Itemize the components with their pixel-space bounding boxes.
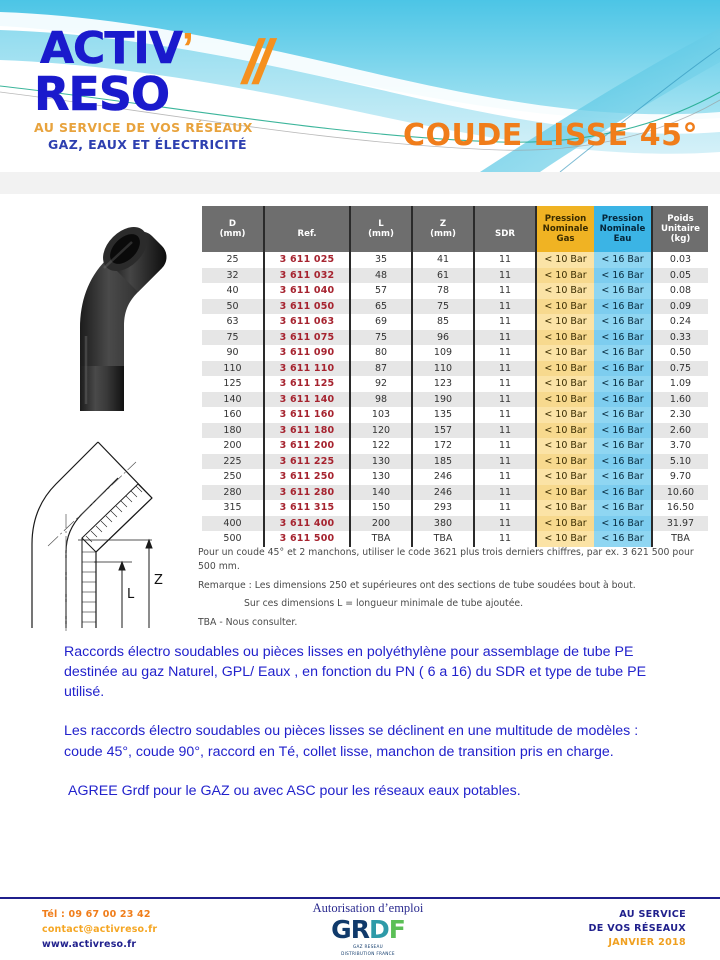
- cell-pression-gas: < 10 Bar: [536, 423, 594, 439]
- cell-poids: 16.50: [666, 502, 695, 514]
- cell-l: 122: [371, 440, 391, 452]
- cell-z: 123: [412, 376, 474, 392]
- cell-l: 150: [371, 502, 391, 514]
- footer-slogan-line2: DE VOS RÉSEAUX: [588, 923, 686, 934]
- col-header-pression-eau: Pression Nominale Eau: [594, 206, 652, 252]
- grdf-letter-r: R: [350, 915, 369, 944]
- logo-text-activ: ACTIV: [40, 23, 182, 74]
- cell-sdr: 11: [498, 254, 512, 266]
- cell-ref: 3 611 090: [264, 345, 350, 361]
- grdf-logo: [288, 917, 448, 942]
- cell-z: 75: [412, 299, 474, 315]
- cell-z: 157: [412, 423, 474, 439]
- cell-sdr: 11: [474, 268, 536, 284]
- cell-pression-gas: < 10 Bar: [536, 330, 594, 346]
- cell-l: 35: [374, 254, 388, 266]
- cell-l: 103: [371, 409, 391, 421]
- cell-l: 87: [350, 361, 412, 377]
- cell-sdr: 11: [474, 454, 536, 470]
- cell-ref: 3 611 110: [264, 361, 350, 377]
- cell-ref: 3 611 280: [264, 485, 350, 501]
- footer-slogan-line1: AU SERVICE: [619, 909, 686, 920]
- cell-z: TBA: [412, 531, 474, 547]
- cell-sdr: 11: [498, 409, 512, 421]
- cell-d: 400: [202, 516, 264, 532]
- cell-poids: 3.70: [669, 440, 692, 452]
- table-row: [202, 283, 708, 299]
- logo-text-reso: RESO: [34, 67, 170, 121]
- cell-pression-gas: < 10 Bar: [536, 283, 594, 299]
- cell-d: 315: [223, 502, 242, 514]
- cell-sdr: 11: [474, 361, 536, 377]
- cell-ref: 3 611 025: [264, 252, 350, 268]
- cell-poids: 0.03: [669, 254, 692, 266]
- cell-ref: 3 611 200: [264, 438, 350, 454]
- technical-drawing-45-elbow: [18, 416, 203, 631]
- footer-website[interactable]: www.activreso.fr: [42, 939, 137, 950]
- cell-ref: 3 611 075: [264, 330, 350, 346]
- cell-d: 200: [223, 440, 242, 452]
- grdf-subtitle-line1: GAZ RESEAU: [352, 944, 384, 949]
- cell-z: 246: [412, 469, 474, 485]
- table-row: [202, 345, 708, 361]
- cell-l: 80: [374, 347, 388, 359]
- cell-ref: 3 611 050: [264, 299, 350, 315]
- cell-d: 50: [202, 299, 264, 315]
- cell-ref: 3 611 180: [264, 423, 350, 439]
- table-row: [202, 454, 708, 470]
- footer-contact: [42, 909, 157, 950]
- cell-pression-eau: < 16 Bar: [594, 345, 652, 361]
- cell-pression-eau: < 16 Bar: [594, 330, 652, 346]
- cell-l: 69: [374, 316, 388, 328]
- cell-poids: 1.09: [669, 378, 692, 390]
- table-row: [202, 299, 708, 315]
- table-row: [202, 469, 708, 485]
- cell-z: 78: [412, 283, 474, 299]
- cell-poids: TBA: [671, 533, 690, 545]
- cell-pression-gas: < 10 Bar: [536, 314, 594, 330]
- cell-pression-gas: < 10 Bar: [536, 299, 594, 315]
- cell-z: 96: [412, 330, 474, 346]
- cell-pression-eau: < 16 Bar: [594, 531, 652, 547]
- cell-z: 135: [412, 407, 474, 423]
- logo-tagline-secondary: GAZ, EAUX ET ÉLECTRICITÉ: [48, 137, 247, 153]
- cell-d: 500: [223, 533, 242, 545]
- drawing-label-z: Z: [154, 573, 163, 588]
- cell-z: 185: [412, 454, 474, 470]
- footer-phone: Tél : 09 67 00 23 42: [42, 909, 151, 920]
- cell-l: 92: [374, 378, 388, 390]
- cell-sdr: 11: [474, 330, 536, 346]
- cell-l: 130: [371, 471, 391, 483]
- cell-pression-eau: < 16 Bar: [594, 268, 652, 284]
- logo-tagline-primary: AU SERVICE DE VOS RÉSEAUX: [34, 120, 253, 136]
- cell-sdr: 11: [474, 423, 536, 439]
- cell-pression-eau: < 16 Bar: [594, 485, 652, 501]
- cell-ref: 3 611 400: [264, 516, 350, 532]
- cell-sdr: 11: [498, 316, 512, 328]
- table-notes: [198, 546, 713, 634]
- cell-l: 65: [350, 299, 412, 315]
- cell-pression-eau: < 16 Bar: [594, 283, 652, 299]
- cell-pression-eau: < 16 Bar: [594, 423, 652, 439]
- product-photo-elbow: [12, 216, 202, 411]
- cell-sdr: 11: [474, 299, 536, 315]
- cell-ref: 3 611 140: [264, 392, 350, 408]
- col-header-z: Z (mm): [412, 206, 474, 252]
- cell-l: 48: [350, 268, 412, 284]
- cell-pression-gas: < 10 Bar: [536, 252, 594, 268]
- cell-ref: 3 611 160: [264, 407, 350, 423]
- cell-pression-eau: < 16 Bar: [594, 392, 652, 408]
- cell-sdr: 11: [498, 471, 512, 483]
- grdf-letter-d: D: [368, 915, 389, 944]
- footer-email[interactable]: contact@activreso.fr: [42, 924, 158, 935]
- drawing-label-l: L: [127, 587, 135, 602]
- cell-ref: 3 611 063: [264, 314, 350, 330]
- cell-d: 180: [202, 423, 264, 439]
- note-line-1: Pour un coude 45° et 2 manchons, utiliser le code 3621 plus trois derniers chiffres, par ex. 3 621 500 pour 500 mm.: [198, 547, 694, 573]
- cell-d: 40: [226, 285, 239, 297]
- cell-l: 75: [350, 330, 412, 346]
- cell-poids: 0.08: [669, 285, 692, 297]
- spec-table-container: [202, 206, 708, 547]
- table-row: [202, 330, 708, 346]
- cell-poids: 0.09: [652, 299, 708, 315]
- footer-slogan: [589, 909, 686, 948]
- description-paragraph-2: Les raccords électro soudables ou pièces lisses se déclinent en une multitude de modèles : coude 45°, coude 90°, raccord en Té, collet lisse, manchon de transition pris en charge.: [64, 723, 639, 760]
- col-header-d: D (mm): [202, 206, 264, 252]
- cell-poids: 1.60: [652, 392, 708, 408]
- cell-pression-gas: < 10 Bar: [536, 500, 594, 516]
- cell-z: 109: [412, 345, 474, 361]
- cell-poids: 0.33: [652, 330, 708, 346]
- cell-poids: 10.60: [652, 485, 708, 501]
- footer-grdf-block: [288, 901, 448, 960]
- cell-ref: 3 611 500: [264, 531, 350, 547]
- cell-l: 130: [350, 454, 412, 470]
- cell-pression-eau: < 16 Bar: [594, 500, 652, 516]
- cell-pression-eau: < 16 Bar: [594, 361, 652, 377]
- table-row: [202, 268, 708, 284]
- cell-z: 293: [412, 500, 474, 516]
- footer-authorization-label: Autorisation d’emploi: [312, 901, 424, 915]
- table-row: [202, 314, 708, 330]
- col-header-l: L (mm): [350, 206, 412, 252]
- cell-z: 172: [412, 438, 474, 454]
- table-row: [202, 423, 708, 439]
- cell-d: 63: [226, 316, 239, 328]
- cell-l: 120: [350, 423, 412, 439]
- cell-pression-eau: < 16 Bar: [594, 314, 652, 330]
- cell-d: 125: [223, 378, 242, 390]
- cell-poids: 5.10: [652, 454, 708, 470]
- table-row: [202, 531, 708, 547]
- cell-l: 98: [350, 392, 412, 408]
- cell-sdr: 11: [498, 285, 512, 297]
- note-line-4: TBA - Nous consulter.: [198, 616, 298, 628]
- cell-d: 250: [223, 471, 242, 483]
- col-header-sdr: SDR: [474, 206, 536, 252]
- cell-pression-gas: < 10 Bar: [536, 531, 594, 547]
- footer-date: JANVIER 2018: [608, 937, 686, 948]
- cell-ref: 3 611 315: [264, 500, 350, 516]
- table-row: [202, 361, 708, 377]
- cell-pression-eau: < 16 Bar: [594, 469, 652, 485]
- cell-poids: 2.60: [652, 423, 708, 439]
- company-logo: [34, 23, 274, 153]
- cell-ref: 3 611 032: [264, 268, 350, 284]
- description-paragraph-3: AGREE Grdf pour le GAZ ou avec ASC pour les réseaux eaux potables.: [68, 782, 521, 799]
- cell-sdr: 11: [498, 533, 512, 545]
- cell-pression-gas: < 10 Bar: [536, 392, 594, 408]
- table-row: [202, 392, 708, 408]
- cell-pression-gas: < 10 Bar: [536, 268, 594, 284]
- note-line-2: Remarque : Les dimensions 250 et supérieures ont des sections de tube soudées bout à bout.: [198, 579, 636, 591]
- cell-d: 140: [202, 392, 264, 408]
- cell-d: 75: [202, 330, 264, 346]
- cell-pression-eau: < 16 Bar: [594, 376, 652, 392]
- cell-poids: 31.97: [652, 516, 708, 532]
- cell-z: 246: [412, 485, 474, 501]
- cell-pression-gas: < 10 Bar: [536, 454, 594, 470]
- note-line-3: Sur ces dimensions L = longueur minimale de tube ajoutée.: [244, 598, 524, 610]
- grdf-letter-f: F: [388, 915, 405, 944]
- cell-z: 190: [412, 392, 474, 408]
- cell-pression-gas: < 10 Bar: [536, 469, 594, 485]
- cell-pression-eau: < 16 Bar: [594, 252, 652, 268]
- cell-pression-eau: < 16 Bar: [594, 516, 652, 532]
- cell-l: 140: [350, 485, 412, 501]
- table-row: [202, 438, 708, 454]
- cell-poids: 9.70: [669, 471, 692, 483]
- cell-pression-gas: < 10 Bar: [536, 407, 594, 423]
- grdf-letter-g: G: [331, 915, 351, 944]
- cell-d: 32: [202, 268, 264, 284]
- cell-l: 200: [350, 516, 412, 532]
- cell-ref: 3 611 040: [264, 283, 350, 299]
- cell-sdr: 11: [498, 502, 512, 514]
- cell-pression-eau: < 16 Bar: [594, 438, 652, 454]
- col-header-ref: Ref.: [264, 206, 350, 252]
- cell-pression-gas: < 10 Bar: [536, 438, 594, 454]
- cell-sdr: 11: [498, 378, 512, 390]
- cell-sdr: 11: [474, 516, 536, 532]
- cell-sdr: 11: [498, 347, 512, 359]
- logo-slashes-icon: //: [236, 28, 274, 97]
- table-row: [202, 516, 708, 532]
- cell-pression-gas: < 10 Bar: [536, 376, 594, 392]
- cell-d: 110: [202, 361, 264, 377]
- cell-z: 61: [412, 268, 474, 284]
- description-paragraph-1: Raccords électro soudables ou pièces lisses en polyéthylène pour assemblage de tube PE destinée au gaz Naturel, GPL/ Eaux , en fonction du PN ( 6 a 16) du SDR et type de tube PE utilisé.: [64, 644, 647, 701]
- col-header-poids: Poids Unitaire (kg): [652, 206, 708, 252]
- cell-l: 57: [374, 285, 388, 297]
- col-header-pression-gas: Pression Nominale Gas: [536, 206, 594, 252]
- cell-pression-gas: < 10 Bar: [536, 516, 594, 532]
- table-row: [202, 252, 708, 268]
- table-header-row: [202, 206, 708, 252]
- cell-poids: 0.05: [652, 268, 708, 284]
- cell-sdr: 11: [498, 440, 512, 452]
- cell-pression-gas: < 10 Bar: [536, 345, 594, 361]
- cell-pression-eau: < 16 Bar: [594, 299, 652, 315]
- cell-ref: 3 611 225: [264, 454, 350, 470]
- cell-z: 41: [412, 252, 474, 268]
- table-row: [202, 485, 708, 501]
- cell-d: 160: [223, 409, 242, 421]
- cell-poids: 0.24: [669, 316, 692, 328]
- table-body: [202, 252, 708, 547]
- cell-ref: 3 611 125: [264, 376, 350, 392]
- specifications-table: [202, 206, 708, 547]
- cell-z: 85: [412, 314, 474, 330]
- cell-l: TBA: [371, 533, 391, 545]
- cell-pression-eau: < 16 Bar: [594, 454, 652, 470]
- cell-sdr: 11: [474, 392, 536, 408]
- cell-z: 110: [412, 361, 474, 377]
- cell-pression-gas: < 10 Bar: [536, 485, 594, 501]
- cell-z: 380: [412, 516, 474, 532]
- cell-sdr: 11: [474, 485, 536, 501]
- cell-poids: 0.75: [652, 361, 708, 377]
- table-row: [202, 407, 708, 423]
- table-row: [202, 500, 708, 516]
- cell-d: 25: [226, 254, 239, 266]
- content-area: [0, 194, 720, 664]
- cell-d: 225: [202, 454, 264, 470]
- table-row: [202, 376, 708, 392]
- cell-d: 90: [226, 347, 239, 359]
- cell-pression-gas: < 10 Bar: [536, 361, 594, 377]
- cell-ref: 3 611 250: [264, 469, 350, 485]
- page-footer: [0, 899, 720, 960]
- cell-poids: 0.50: [669, 347, 692, 359]
- cell-poids: 2.30: [669, 409, 692, 421]
- grdf-subtitle-line2: DISTRIBUTION FRANCE: [341, 951, 395, 957]
- page-title: COUDE LISSE 45°: [402, 118, 698, 153]
- cell-d: 280: [202, 485, 264, 501]
- header-divider-band: [0, 172, 720, 194]
- page-header: [0, 0, 720, 172]
- description-block: [0, 642, 720, 820]
- logo-apostrophe: ’: [181, 24, 195, 73]
- cell-pression-eau: < 16 Bar: [594, 407, 652, 423]
